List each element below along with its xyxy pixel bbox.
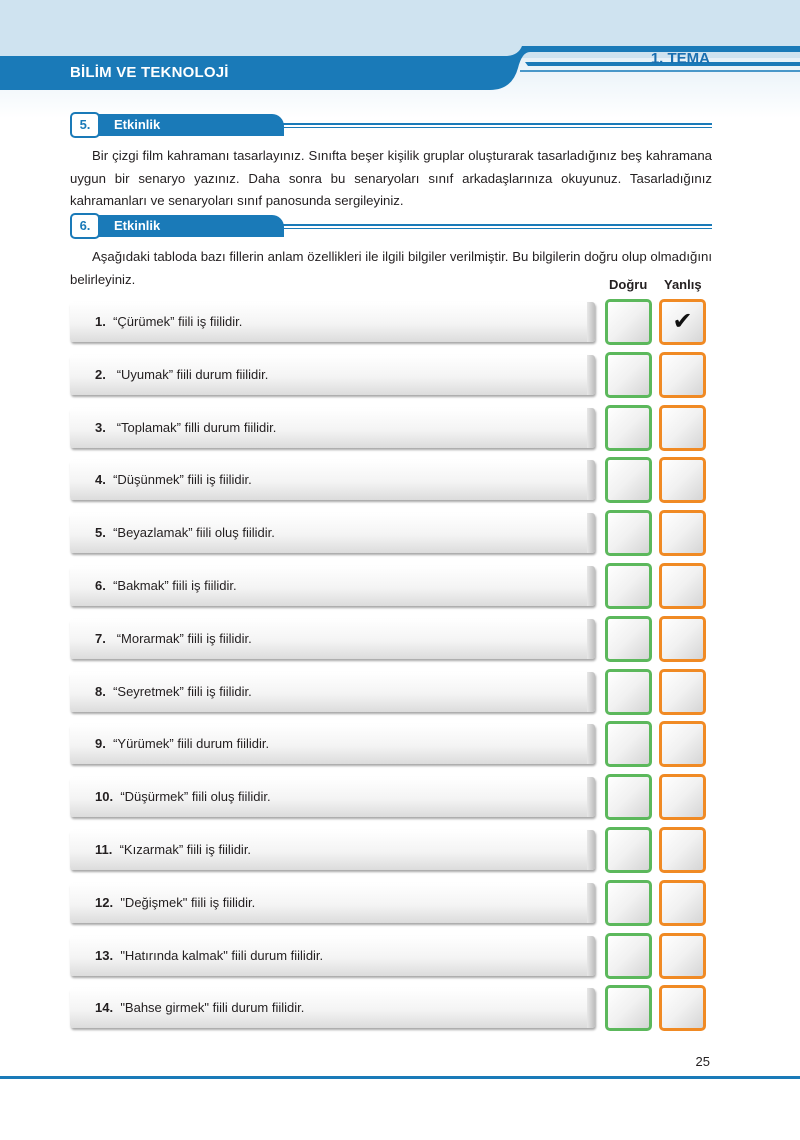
divider-line xyxy=(270,123,712,125)
card-edge xyxy=(587,724,595,764)
statement-text xyxy=(95,789,271,804)
page-number: 25 xyxy=(695,1054,710,1069)
true-checkbox[interactable] xyxy=(605,352,652,398)
statement-card xyxy=(70,619,595,659)
true-checkbox[interactable] xyxy=(605,933,652,979)
statement-number: 5. xyxy=(95,525,106,541)
statement-number: 1. xyxy=(95,314,106,329)
card-edge xyxy=(587,619,595,659)
statement-text xyxy=(95,895,255,910)
true-checkbox[interactable] xyxy=(605,563,652,609)
statement-body: “Uyumak” fiili durum fiilidir. xyxy=(113,366,269,382)
statement-body: “Toplamak” filli durum fiilidir. xyxy=(113,419,277,435)
statement-body: “Morarmak” fiili iş fiilidir. xyxy=(113,630,252,646)
statement-card xyxy=(70,883,595,923)
true-checkbox[interactable] xyxy=(605,985,652,1031)
statement-card xyxy=(70,460,595,500)
statement-body: “Kızarmak” fiili iş fiilidir. xyxy=(119,842,252,857)
activity-title: Etkinlik xyxy=(114,218,161,233)
statement-number: 4. xyxy=(95,472,106,488)
false-checkbox[interactable] xyxy=(659,563,706,609)
statement-body: “Beyazlamak” fiili oluş fiilidir. xyxy=(113,525,275,541)
theme-label: 1. TEMA xyxy=(650,50,710,67)
true-checkbox[interactable] xyxy=(605,880,652,926)
false-checkbox[interactable] xyxy=(659,774,706,820)
statement-row xyxy=(70,513,710,553)
divider-line xyxy=(270,224,712,226)
statement-body: "Hatırında kalmak" fiili durum fiilidir. xyxy=(120,947,324,963)
check-mark-icon: ✔ xyxy=(672,308,693,335)
false-checkbox[interactable] xyxy=(659,933,706,979)
activity-5-text xyxy=(70,145,712,213)
column-header-false: Yanlış xyxy=(664,277,702,292)
statement-body: “Çürümek” fiili iş fiilidir. xyxy=(113,314,243,329)
statement-row xyxy=(70,988,710,1028)
card-edge xyxy=(587,672,595,712)
statement-text xyxy=(95,842,251,857)
statement-body: “Bakmak” fiili iş fiilidir. xyxy=(113,578,237,593)
activity-title: Etkinlik xyxy=(114,117,161,132)
true-checkbox[interactable] xyxy=(605,510,652,556)
statement-text xyxy=(95,472,252,487)
statement-number: 9. xyxy=(95,736,106,752)
statement-number: 14. xyxy=(95,1000,114,1016)
statement-row xyxy=(70,619,710,659)
book-title: BİLİM VE TEKNOLOJİ xyxy=(70,64,229,81)
card-edge xyxy=(587,566,595,606)
statement-text xyxy=(95,578,237,593)
false-checkbox[interactable] xyxy=(659,299,706,345)
card-edge xyxy=(587,988,595,1028)
column-header-true: Doğru xyxy=(609,277,648,292)
card-edge xyxy=(587,883,595,923)
activity-6-header xyxy=(70,213,712,239)
true-checkbox[interactable] xyxy=(605,405,652,451)
false-checkbox[interactable] xyxy=(659,616,706,662)
statement-card xyxy=(70,777,595,817)
statement-body: “Seyretmek” fiili iş fiilidir. xyxy=(113,683,252,699)
false-checkbox[interactable] xyxy=(659,669,706,715)
statement-row xyxy=(70,566,710,606)
card-edge xyxy=(587,408,595,448)
statement-card xyxy=(70,566,595,606)
false-checkbox[interactable] xyxy=(659,721,706,767)
false-checkbox[interactable] xyxy=(659,985,706,1031)
statement-card xyxy=(70,408,595,448)
statement-text xyxy=(95,367,268,382)
divider-line xyxy=(280,228,712,229)
statement-body: "Bahse girmek" fiili durum fiilidir. xyxy=(120,1000,305,1016)
statement-number: 2. xyxy=(95,366,106,382)
true-checkbox[interactable] xyxy=(605,616,652,662)
statement-row xyxy=(70,302,710,342)
statement-row xyxy=(70,460,710,500)
statement-text xyxy=(95,525,275,540)
paragraph: Aşağıdaki tabloda bazı fillerin anlam özellikleri ile ilgili bilgiler verilmiştir. Bu bilgilerin doğru olup olmadığını belirleyiniz. xyxy=(70,249,712,287)
statement-row xyxy=(70,355,710,395)
statement-text xyxy=(95,736,269,751)
statement-number: 7. xyxy=(95,630,106,646)
card-edge xyxy=(587,302,595,342)
false-checkbox[interactable] xyxy=(659,827,706,873)
divider-line xyxy=(280,127,712,128)
statement-card xyxy=(70,936,595,976)
statement-row xyxy=(70,724,710,764)
card-edge xyxy=(587,355,595,395)
card-edge xyxy=(587,460,595,500)
card-edge xyxy=(587,830,595,870)
statement-card xyxy=(70,988,595,1028)
statement-row xyxy=(70,883,710,923)
true-checkbox[interactable] xyxy=(605,774,652,820)
activity-number: 6. xyxy=(70,213,100,239)
statement-card xyxy=(70,672,595,712)
statement-card xyxy=(70,513,595,553)
statement-text xyxy=(95,631,252,646)
statement-number: 3. xyxy=(95,419,106,435)
statement-number: 12. xyxy=(95,894,114,910)
statement-body: “Yürümek” fiili durum fiilidir. xyxy=(113,736,270,752)
statement-card xyxy=(70,355,595,395)
statement-body: “Düşürmek” fiili oluş fiilidir. xyxy=(120,789,271,805)
true-checkbox[interactable] xyxy=(605,721,652,767)
statement-text xyxy=(95,684,252,699)
card-edge xyxy=(587,777,595,817)
activity-number: 5. xyxy=(70,112,100,138)
statement-body: “Düşünmek” fiili iş fiilidir. xyxy=(113,472,252,488)
statement-card xyxy=(70,724,595,764)
false-checkbox[interactable] xyxy=(659,352,706,398)
true-checkbox[interactable] xyxy=(605,827,652,873)
false-checkbox[interactable] xyxy=(659,405,706,451)
false-checkbox[interactable] xyxy=(659,880,706,926)
card-edge xyxy=(587,936,595,976)
statement-text xyxy=(95,1000,304,1015)
statement-card xyxy=(70,830,595,870)
card-edge xyxy=(587,513,595,553)
statement-number: 11. xyxy=(95,842,113,857)
statement-text xyxy=(95,948,323,963)
true-checkbox[interactable] xyxy=(605,457,652,503)
statement-number: 10. xyxy=(95,789,114,805)
statement-row xyxy=(70,408,710,448)
false-checkbox[interactable] xyxy=(659,457,706,503)
activity-5-header xyxy=(70,112,712,138)
statement-row xyxy=(70,830,710,870)
statement-body: "Değişmek" fiili iş fiilidir. xyxy=(120,894,256,910)
footer-line xyxy=(0,1076,800,1079)
paragraph: Bir çizgi film kahramanı tasarlayınız. Sınıfta beşer kişilik gruplar oluşturarak tasarladığınız beş kahramana uygun bir senaryo yazınız. Daha sonra bu senaryoları sınıf arkadaşlarınıza okuyunuz. Tasarladığınız kahramanları ve senaryoları sınıf panosunda sergileyiniz. xyxy=(70,148,712,208)
true-checkbox[interactable] xyxy=(605,669,652,715)
true-checkbox[interactable] xyxy=(605,299,652,345)
false-checkbox[interactable] xyxy=(659,510,706,556)
statement-number: 6. xyxy=(95,578,106,593)
statement-number: 13. xyxy=(95,947,114,963)
statement-text xyxy=(95,420,276,435)
statement-row xyxy=(70,936,710,976)
statement-text xyxy=(95,314,242,329)
statement-row xyxy=(70,777,710,817)
statement-number: 8. xyxy=(95,683,106,699)
statement-card xyxy=(70,302,595,342)
statement-row xyxy=(70,672,710,712)
